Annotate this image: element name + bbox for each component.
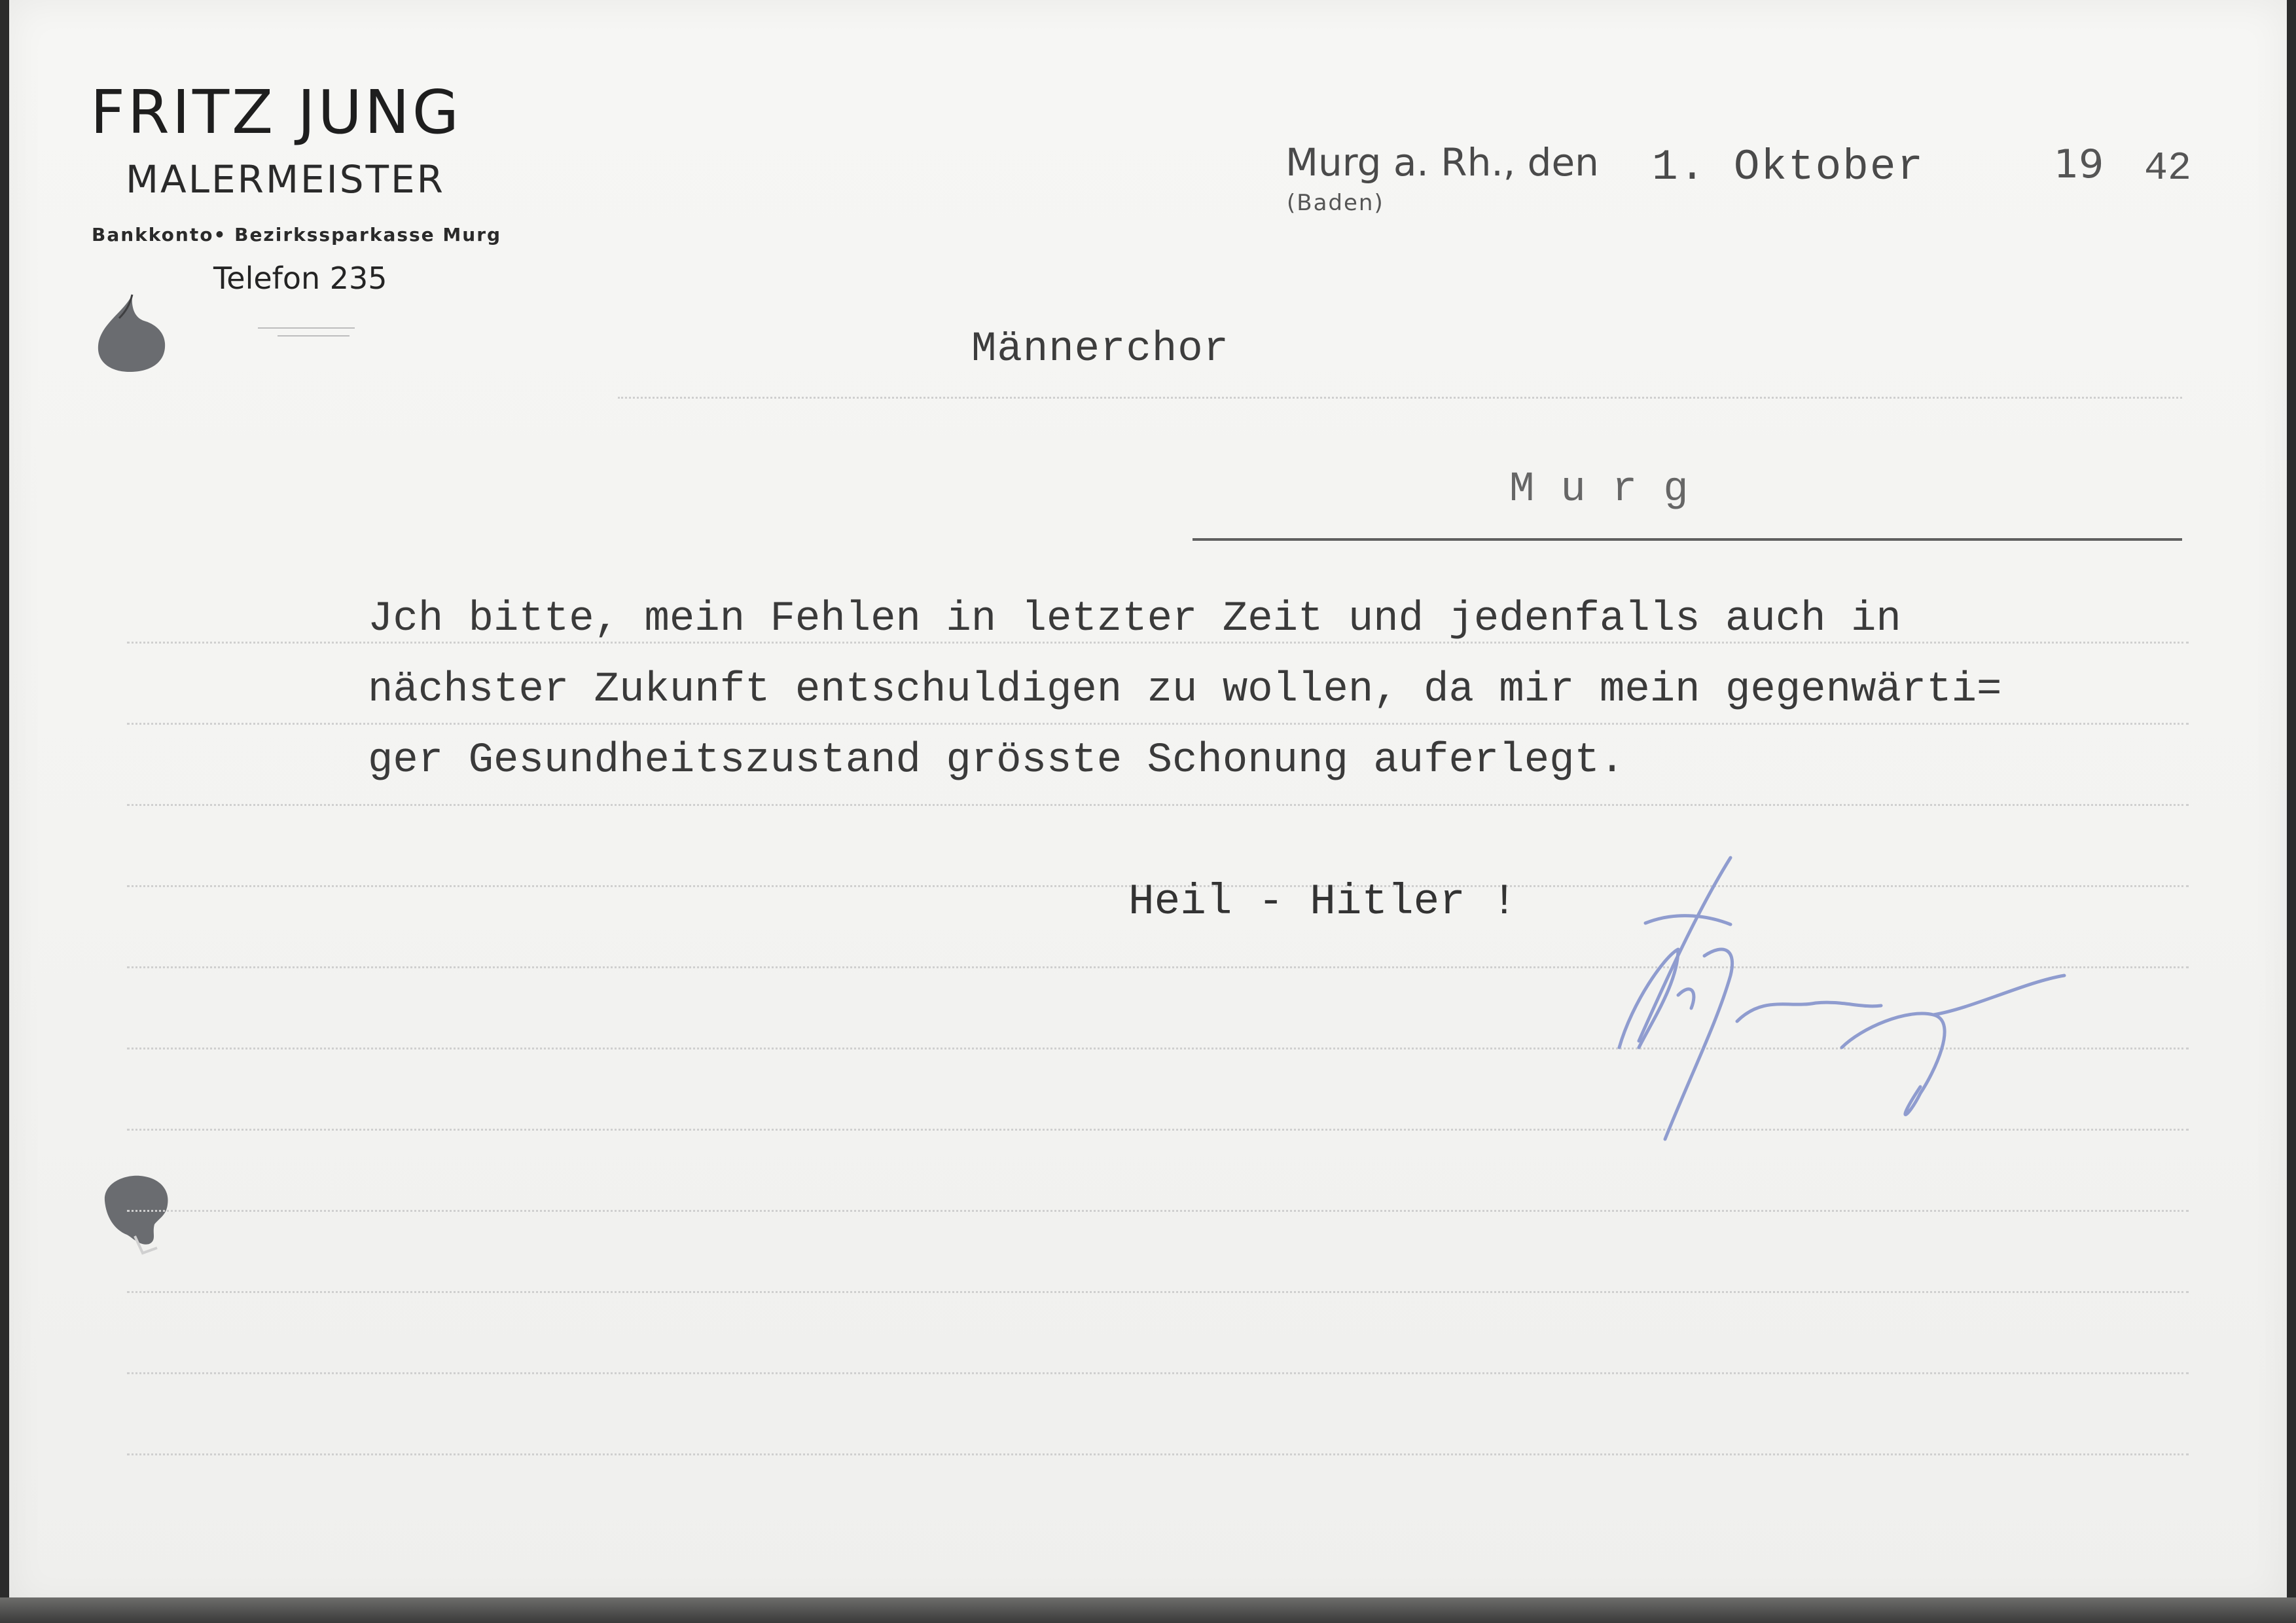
scan-background-edge	[0, 1597, 2296, 1623]
recipient-name: Männerchor	[971, 326, 1230, 373]
punch-hole-icon	[93, 292, 178, 377]
place-printed: Murg a. Rh., den	[1285, 140, 1599, 185]
guide-line	[618, 397, 2182, 399]
letterhead-name: FRITZ JUNG	[90, 77, 462, 147]
region-printed: (Baden)	[1287, 190, 1384, 216]
letter-sheet	[9, 0, 2287, 1607]
closing-greeting: Heil - Hitler !	[1128, 877, 1518, 926]
letterhead-phone: Telefon 235	[213, 261, 387, 296]
letterhead-rule-short	[278, 335, 350, 337]
date-typed: 1. Oktober	[1652, 143, 1925, 192]
guide-line	[127, 1453, 2189, 1455]
body-line-2: nächster Zukunft entschuldigen zu wollen, da mir mein gegenwärti=	[368, 666, 2002, 714]
body-line-1: Jch bitte, mein Fehlen in letzter Zeit und jedenfalls auch in	[368, 596, 1901, 643]
guide-line	[127, 804, 2189, 806]
guide-line	[127, 1210, 2189, 1212]
punch-hole-icon	[97, 1172, 182, 1257]
letterhead-trade: MALERMEISTER	[126, 157, 445, 202]
letterhead-bank: Bankkonto• Bezirkssparkasse Murg	[92, 224, 502, 246]
year-printed: 19	[2054, 141, 2104, 187]
year-typed: 42	[2144, 147, 2192, 191]
signature-image	[1567, 851, 2104, 1152]
recipient-city: Murg	[1509, 466, 1715, 513]
guide-line	[127, 1291, 2189, 1293]
guide-line	[127, 723, 2189, 725]
guide-line	[127, 1372, 2189, 1374]
letterhead-rule	[258, 327, 355, 329]
address-rule	[1193, 538, 2182, 541]
body-line-3: ger Gesundheitszustand grösste Schonung auferlegt.	[368, 737, 1625, 784]
